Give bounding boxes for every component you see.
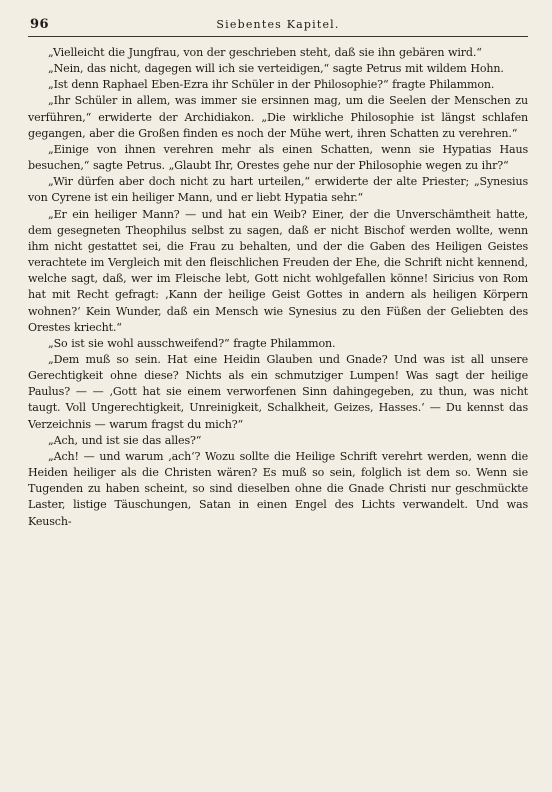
- paragraph: „Wir dürfen aber doch nicht zu hart urteilen,“ erwiderte der alte Priester; „Synesius von Cyrene ist ein heiliger Mann, und er liebt Hypatia sehr.“: [28, 175, 528, 205]
- paragraph: „Ach, und ist sie das alles?“: [48, 433, 202, 447]
- paragraph: „Ach! — und warum ‚ach‘? Wozu sollte die Heilige Schrift verehrt werden, wenn die Heiden heiliger als die Christen wären? Es muß so sein, folglich ist dem so. Wenn sie Tugenden zu haben scheint, so sind dieselben ohne die Gnade Christi nur geschmückte Laster, listige Täuschungen, Satan in einen Engel des Lichts verwandelt. Und was Keusch-: [28, 449, 528, 528]
- paragraph: „Vielleicht die Jungfrau, von der geschrieben steht, daß sie ihn gebären wird.“: [48, 46, 482, 59]
- paragraph: „Ist denn Raphael Eben-Ezra ihr Schüler in der Philosophie?“ fragte Philammon.: [48, 78, 495, 92]
- paragraph: „Nein, das nicht, dagegen will ich sie verteidigen,“ sagte Petrus mit wildem Hohn.: [48, 62, 504, 76]
- paragraph: „Dem muß so sein. Hat eine Heidin Glauben und Gnade? Und was ist all unsere Gerechtigkeit ohne diese? Nichts als ein schmutziger Lumpen! Was sagt der heilige Paulus? — — ‚Gott hat sie einem verworfenen Sinn dahingegeben, zu thun, was nicht taugt. Voll Ungerechtigkeit, Unreinigkeit, Schalkheit, Geizes, Hasses.‘ — Du kennst das Verzeichnis — warum fragst du mich?“: [28, 352, 528, 431]
- paragraph: „Er ein heiliger Mann? — und hat ein Weib? Einer, der die Unverschämtheit hatte, dem gesegneten Theophilus selbst zu sagen, daß er nicht Bischof werden wollte, wenn ihm nicht gestattet sei, die Frau zu behalten, und der die Gaben des Heiligen Geistes verachtete im Vergleich mit den fleischlichen Freuden der Ehe, die Schrift nicht kennend, welche sagt, daß, wer im Fleische lebt, Gott nicht wohlgefallen könne! Siricius von Rom hat mit Recht gefragt: ‚Kann der heilige Geist Gottes in andern als heiligen Körpern wohnen?‘ Kein Wunder, daß ein Mensch wie Synesius zu den Füßen der Geliebten des Orestes kriecht.“: [28, 207, 528, 334]
- body-text: [28, 45, 528, 530]
- paragraph: „Einige von ihnen verehren mehr als einen Schatten, wenn sie Hypatias Haus besuchen,“ sagte Petrus. „Glaubt Ihr, Orestes gehe nur der Philosophie wegen zu ihr?“: [28, 142, 528, 173]
- running-title: Siebentes Kapitel.: [216, 18, 340, 31]
- page-number: 96: [30, 17, 50, 32]
- paragraph: „So ist sie wohl ausschweifend?“ fragte Philammon.: [48, 336, 336, 350]
- page-header: [28, 16, 528, 37]
- paragraph: „Ihr Schüler in allem, was immer sie ersinnen mag, um die Seelen der Menschen zu verführen,“ erwiderte der Archidiakon. „Die wirkliche Philosophie ist längst schlafen gegangen, aber die Großen finden es noch der Mühe wert, ihren Schatten zu verehren.“: [28, 94, 528, 140]
